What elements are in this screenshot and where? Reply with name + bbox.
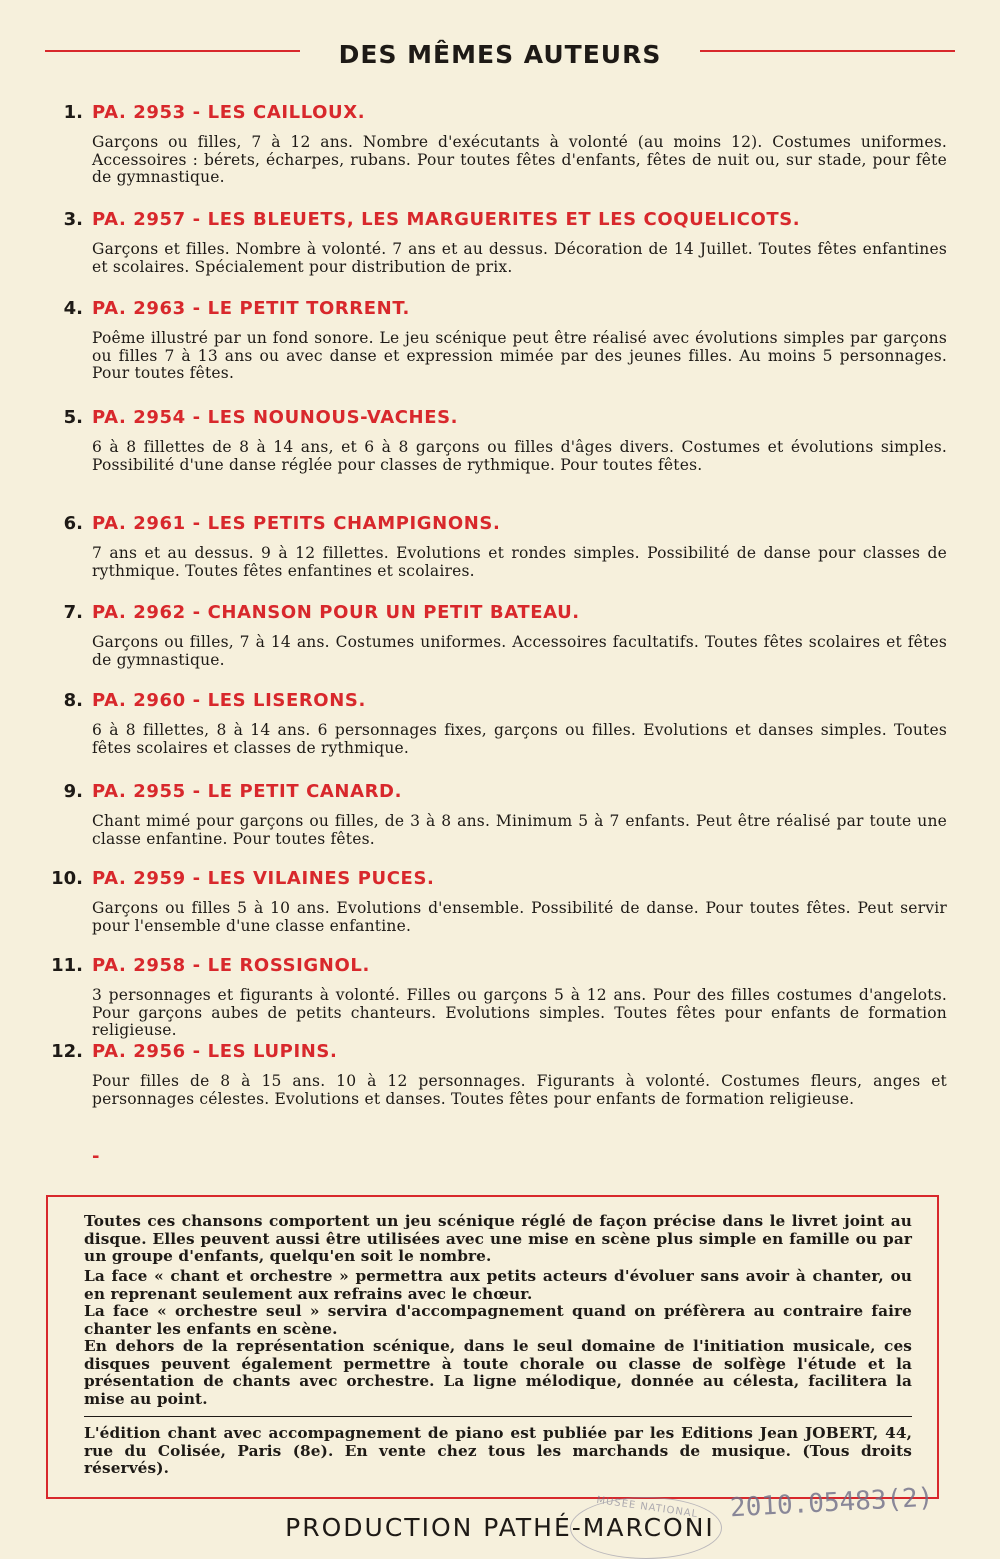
item-number: 4. <box>63 298 83 319</box>
item-description: Garçons ou filles 5 à 10 ans. Evolutions d'ensemble. Possibilité de danse. Pour toutes fêtes. Peut servir pour l'ensemble d'une classe enfantine. <box>92 899 947 935</box>
note-paragraph: La face « chant et orchestre » permettra aux petits acteurs d'évoluer sans avoir à chanter, ou en reprenant seulement aux refrains avec le chœur. <box>84 1267 912 1303</box>
page-title: DES MÊMES AUTEURS <box>338 40 662 69</box>
performance-note-box <box>46 1195 939 1499</box>
item-number: 9. <box>63 781 83 802</box>
handwritten-inventory-number: 2010.05483(2) <box>729 1482 935 1524</box>
item-description: 6 à 8 fillettes de 8 à 14 ans, et 6 à 8 garçons ou filles d'âges divers. Costumes et évolutions simples. Possibilité d'une danse réglée pour classes de rythmique. Pour toutes fêtes. <box>92 438 947 474</box>
item-number: 1. <box>63 102 83 123</box>
item-title: PA. 2959 - LES VILAINES PUCES. <box>92 868 435 889</box>
note-divider <box>84 1416 912 1417</box>
note-paragraph: Toutes ces chansons comportent un jeu scénique réglé de façon précise dans le livret joint au disque. Elles peuvent aussi être utilisées avec une mise en scène plus simple en famille ou par un groupe d'enfants, quelqu'en soit le nombre. <box>84 1212 912 1266</box>
item-description: 7 ans et au dessus. 9 à 12 fillettes. Evolutions et rondes simples. Possibilité de danse pour classes de rythmique. Toutes fêtes enfantines et scolaires. <box>92 544 947 580</box>
item-description: Chant mimé pour garçons ou filles, de 3 à 8 ans. Minimum 5 à 7 enfants. Peut être réalisé par toute une classe enfantine. Pour toutes fêtes. <box>92 812 947 848</box>
edition-note: L'édition chant avec accompagnement de piano est publiée par les Editions Jean JOBERT, 44, rue du Colisée, Paris (8e). En vente chez tous les marchands de musique. (Tous droits réservés). <box>84 1424 912 1478</box>
item-title: PA. 2963 - LE PETIT TORRENT. <box>92 298 410 319</box>
item-title: - <box>92 1146 101 1167</box>
item-title: PA. 2957 - LES BLEUETS, LES MARGUERITES ET LES COQUELICOTS. <box>92 209 801 230</box>
item-title: PA. 2962 - CHANSON POUR UN PETIT BATEAU. <box>92 602 580 623</box>
item-number: 11. <box>51 955 83 976</box>
item-number: 3. <box>63 209 83 230</box>
item-number: 8. <box>63 690 83 711</box>
item-description: Pour filles de 8 à 15 ans. 10 à 12 personnages. Figurants à volonté. Costumes fleurs, anges et personnages célestes. Evolutions et danses. Toutes fêtes pour enfants de formation religieuse. <box>92 1072 947 1108</box>
item-number: 10. <box>51 868 83 889</box>
item-description: 6 à 8 fillettes, 8 à 14 ans. 6 personnages fixes, garçons ou filles. Evolutions et danses simples. Toutes fêtes scolaires et classes de rythmique. <box>92 721 947 757</box>
item-title: PA. 2958 - LE ROSSIGNOL. <box>92 955 370 976</box>
stamp-text: MUSÉE NATIONAL <box>595 1494 699 1521</box>
item-title: PA. 2960 - LES LISERONS. <box>92 690 366 711</box>
item-number: 12. <box>51 1041 83 1062</box>
item-description: Garçons ou filles, 7 à 12 ans. Nombre d'exécutants à volonté (au moins 12). Costumes uniformes. Accessoires : bérets, écharpes, rubans. Pour toutes fêtes d'enfants, fêtes de nuit ou, sur stade, pour fête de gymnastique. <box>92 133 947 186</box>
header-rule-left <box>45 50 300 52</box>
item-description: Poême illustré par un fond sonore. Le jeu scénique peut être réalisé avec évolutions simples par garçons ou filles 7 à 13 ans ou avec danse et expression mimée par des jeunes filles. Au moins 5 personnages. Pour toutes fêtes. <box>92 329 947 382</box>
item-title: PA. 2955 - LE PETIT CANARD. <box>92 781 403 802</box>
item-description: Garçons ou filles, 7 à 14 ans. Costumes uniformes. Accessoires facultatifs. Toutes fêtes scolaires et fêtes de gymnastique. <box>92 633 947 669</box>
item-number: 6. <box>63 513 83 534</box>
item-description: 3 personnages et figurants à volonté. Filles ou garçons 5 à 12 ans. Pour des filles costumes d'angelots. Pour garçons aubes de petits chanteurs. Evolutions simples. Toutes fêtes pour enfants de formation religieuse. <box>92 986 947 1039</box>
note-paragraph: La face « orchestre seul » servira d'accompagnement quand on préfèrera au contraire faire chanter les enfants en scène. <box>84 1302 912 1338</box>
production-footer: PRODUCTION PATHÉ-MARCONI <box>285 1513 715 1542</box>
item-number: 7. <box>63 602 83 623</box>
item-title: PA. 2956 - LES LUPINS. <box>92 1041 338 1062</box>
item-title: PA. 2961 - LES PETITS CHAMPIGNONS. <box>92 513 501 534</box>
item-title: PA. 2953 - LES CAILLOUX. <box>92 102 366 123</box>
item-description: Garçons et filles. Nombre à volonté. 7 ans et au dessus. Décoration de 14 Juillet. Toutes fêtes enfantines et scolaires. Spécialement pour distribution de prix. <box>92 240 947 276</box>
item-title: PA. 2954 - LES NOUNOUS-VACHES. <box>92 407 459 428</box>
header-rule-right <box>700 50 955 52</box>
note-paragraph: En dehors de la représentation scénique, dans le seul domaine de l'initiation musicale, ces disques peuvent également permettre à toute chorale ou classe de solfège l'étude et la présentation de chants avec orchestre. La ligne mélodique, donnée au célesta, facilitera la mise au point. <box>84 1337 912 1408</box>
item-number: 5. <box>63 407 83 428</box>
